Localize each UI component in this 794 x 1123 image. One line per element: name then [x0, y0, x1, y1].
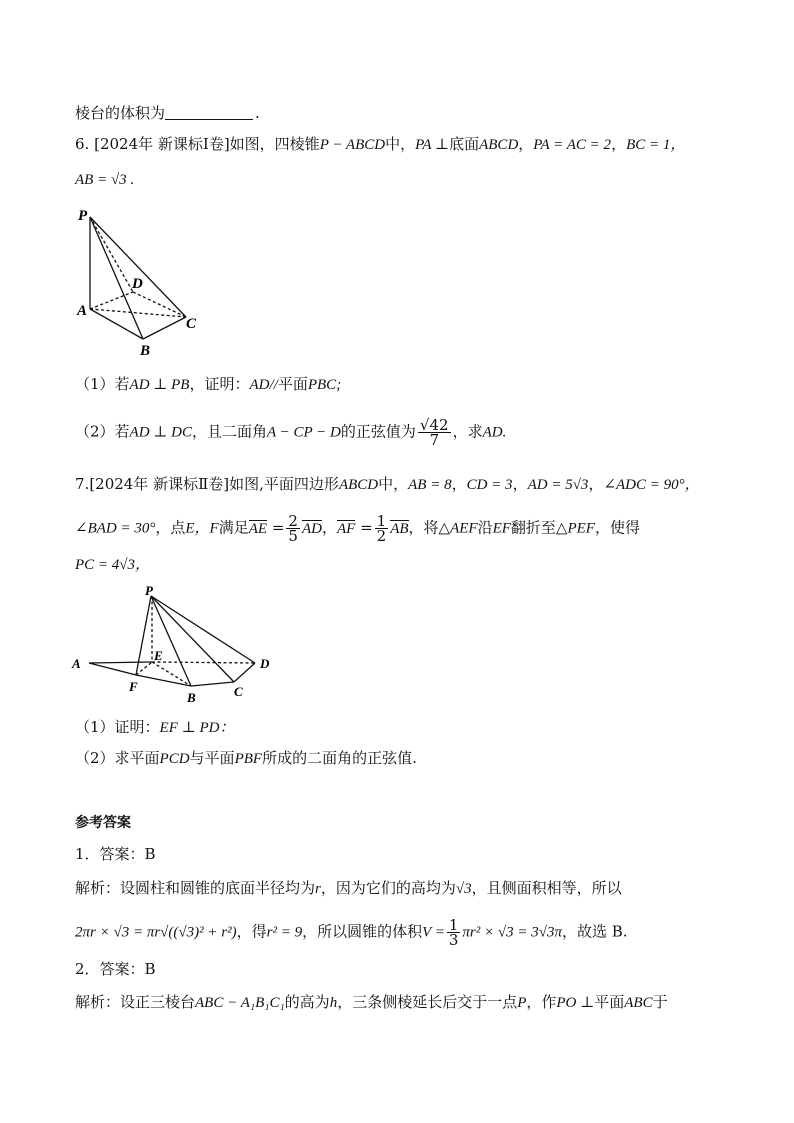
math: AD ⊥ PB — [129, 377, 190, 393]
label-A: A — [77, 303, 88, 319]
math: AB = √3 . — [75, 172, 135, 188]
vector-AE: AE — [248, 520, 268, 537]
math: PBC; — [307, 377, 342, 393]
numerator: 1 — [448, 916, 459, 934]
text: ，三条侧棱延长后交于一点 — [337, 993, 518, 1011]
math: P — [517, 995, 527, 1011]
label-F: F — [129, 679, 138, 694]
label-C: C — [186, 316, 197, 332]
q7-line-3 — [75, 554, 150, 575]
math: P − ABCD — [319, 137, 386, 153]
numerator: 1 — [376, 512, 387, 530]
math: ABCD — [479, 137, 519, 153]
figure-pyramid-pabcd — [70, 205, 210, 360]
question-number: 7. — [75, 475, 90, 493]
fraction-2-5 — [286, 514, 300, 543]
denominator: 3 — [448, 931, 459, 949]
text: 沿 — [477, 518, 493, 537]
text: 与平面 — [189, 749, 235, 767]
answer-blank — [165, 105, 253, 120]
text: （2）若 — [75, 422, 130, 441]
math: ABC — [624, 995, 653, 1011]
label-P: P — [145, 583, 153, 598]
math: PA = AC = 2 — [533, 137, 612, 153]
text: ，将△ — [408, 518, 451, 537]
text: ，得 — [236, 922, 267, 941]
math: r — [315, 881, 321, 897]
math: PC = 4√3， — [75, 557, 151, 573]
math: PCD — [159, 751, 190, 767]
text: 棱台的体积为 — [75, 104, 166, 122]
text: ，因为它们的高均为 — [320, 879, 456, 897]
math: AD. — [482, 424, 507, 441]
math: CD = 3 — [466, 477, 513, 493]
math: AB = 8 — [408, 477, 452, 493]
denominator: 7 — [429, 431, 439, 449]
text: （1）证明： — [75, 718, 160, 736]
question-source: [2024年 新课标Ⅰ卷] — [94, 135, 230, 153]
text: = — [271, 518, 285, 537]
text: ，证明： — [189, 375, 250, 393]
text: = — [360, 518, 373, 537]
math: PA ⊥ — [415, 137, 450, 153]
text: 中， — [378, 475, 409, 493]
label-B: B — [140, 343, 151, 359]
denominator: 5 — [288, 527, 298, 545]
label-P: P — [78, 208, 88, 224]
text: . — [255, 104, 260, 122]
text: 的高为 — [284, 993, 330, 1011]
question-number: 6. — [75, 135, 90, 153]
q6-part-2 — [75, 418, 506, 447]
text: ，且侧面积相等，所以 — [471, 879, 622, 897]
text: ，点 — [155, 518, 186, 537]
text: 平面 — [594, 993, 625, 1011]
text: 满足 — [218, 518, 249, 537]
text: 的正弦值为 — [340, 422, 416, 441]
fraction-1-3 — [447, 918, 461, 947]
math: PEF — [567, 520, 595, 537]
math: ∠ADC = 90°， — [603, 477, 700, 493]
q7-part-1 — [75, 717, 234, 738]
label-D: D — [260, 656, 270, 671]
figure-folded-quadrilateral — [68, 582, 283, 707]
text: 于 — [652, 993, 668, 1011]
text: （1）若 — [75, 375, 130, 393]
math: AEF — [450, 520, 478, 537]
math: AD// — [249, 377, 278, 393]
fraction-1-2 — [375, 514, 389, 543]
text: 底面 — [449, 135, 480, 153]
answer-1: 1．答案：B — [75, 845, 156, 863]
answer-1-explanation — [75, 878, 622, 899]
numerator: √42 — [419, 416, 449, 434]
label-D: D — [132, 276, 143, 292]
answer-2-explanation — [75, 992, 668, 1013]
text: ， — [518, 135, 534, 153]
math: ∠BAD = 30° — [75, 520, 156, 537]
math: EF ⊥ PD： — [159, 720, 235, 736]
text: 如图，四棱锥 — [229, 135, 320, 153]
math: √3 — [455, 881, 472, 897]
label-A: A — [72, 656, 81, 671]
math: πr² × √3 = 3√3π — [462, 924, 562, 941]
numerator: 2 — [288, 512, 298, 530]
math: E，F — [185, 520, 219, 537]
text: ，且二面角 — [192, 422, 268, 441]
q6-part-1 — [75, 374, 341, 395]
text: ，使得 — [594, 518, 640, 537]
text: 翻折至△ — [510, 518, 568, 537]
text: ，故选 B. — [561, 922, 628, 941]
text: 所成的二面角的正弦值. — [262, 749, 417, 767]
text: 平面 — [277, 375, 308, 393]
answer-2: 2．答案：B — [75, 960, 156, 978]
question-source: [2024年 新课标Ⅱ卷] — [89, 475, 230, 493]
math: ABCD — [338, 477, 379, 493]
math: PO ⊥ — [556, 995, 595, 1011]
math: V = — [422, 924, 445, 941]
math: A − CP − D — [267, 424, 341, 441]
math: 2πr × √3 = πr√((√3)² + r²) — [75, 924, 237, 941]
text: ， — [611, 135, 627, 153]
text: 如图,平面四边形 — [229, 475, 339, 493]
answers-title: 参考答案 — [75, 815, 131, 831]
q7-line-1: 7.[2024年 新课标Ⅱ卷]如图,平面四边形ABCD中，AB = 8，CD = 3，AD = 5√3，∠ADC = 90°， — [75, 475, 700, 493]
math: ABC − A₁B₁C₁ — [195, 995, 285, 1011]
answer-1-formula — [75, 918, 628, 947]
text: 中， — [385, 135, 416, 153]
math: EF — [492, 520, 511, 537]
denominator: 2 — [376, 527, 387, 545]
q6-line-2 — [75, 169, 134, 190]
q6-line-1 — [75, 134, 685, 155]
vector-AF: AF — [336, 520, 356, 537]
vector-AB: AB — [390, 520, 409, 537]
math: AD ⊥ DC — [129, 424, 192, 441]
text: ，所以圆锥的体积 — [302, 922, 423, 941]
math: PBF — [234, 751, 263, 767]
fraction-sqrt42-over-7 — [418, 418, 451, 447]
text: ，求 — [452, 422, 483, 441]
math: BC = 1， — [626, 137, 686, 153]
label-C: C — [234, 684, 243, 699]
label-E: E — [154, 648, 163, 663]
line-volume-blank — [75, 103, 260, 123]
math: h — [329, 995, 338, 1011]
q7-part-2 — [75, 748, 417, 769]
label-B: B — [187, 690, 196, 705]
text: （2）求平面 — [75, 749, 160, 767]
math: r² = 9 — [266, 924, 303, 941]
vector-AD: AD — [301, 520, 322, 537]
text: 解析：设圆柱和圆锥的底面半径均为 — [75, 879, 316, 897]
text: ，作 — [526, 993, 557, 1011]
q7-line-2: ∠BAD = 30°，点E，F满足AE = $\frac{2}{5}$ AD，AF = $\frac{1}{2}$ AB，将△AEF沿EF翻折至△PEF，使得 — [75, 512, 640, 545]
math: AD = 5√3 — [527, 477, 589, 493]
text: 解析：设正三棱台 — [75, 993, 196, 1011]
